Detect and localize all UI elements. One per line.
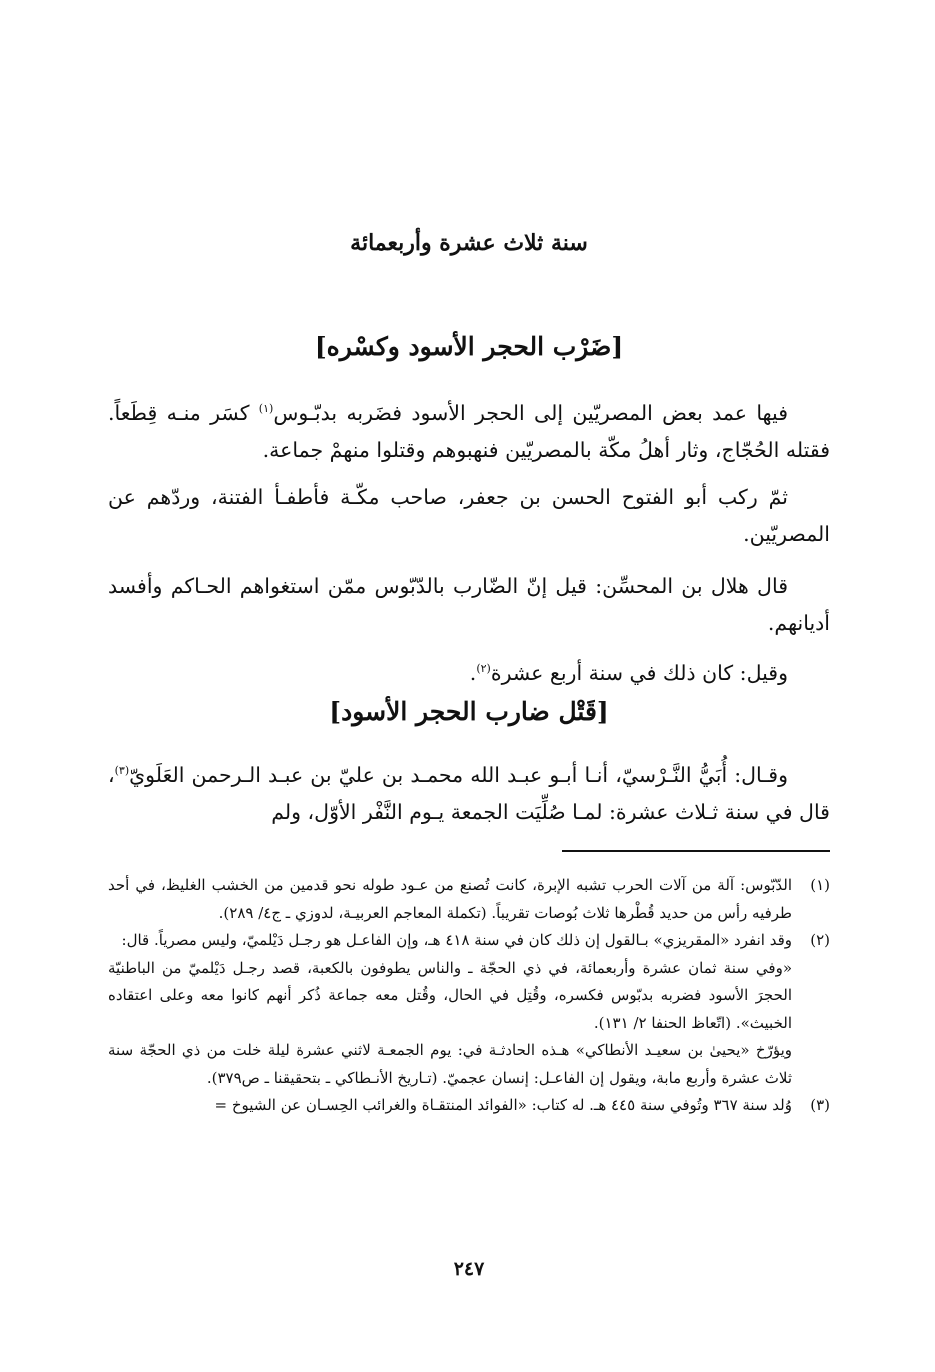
paragraph-text: وقـال: أُبَيُّ النَّـرْسيّ، أنـا أبـو عبـد الله محمـد بن عليّ بن عبـد الـرحمن العَلَويّ	[129, 762, 788, 787]
footnote-body	[108, 872, 792, 927]
paragraph-text: فيها عمد بعض المصريّين إلى الحجر الأسود فضَربه بدبّـوس	[273, 400, 788, 425]
footnote-text: ويؤرّخ «يحيىٰ بن سعيـد الأنطاكي» هـذه الحادثـة في: يوم الجمعـة لاثني عشرة ليلة خلت من ذي الحجّة سنة ثلاث عشرة وأربع مابة، ويقول إن الفاعـل: إنسان عجميّ. (تـاريخ الأنـطاكي ـ بتحقيقنا ـ ص٣٧٩).	[108, 1041, 792, 1087]
footnote-number: (١)	[810, 876, 830, 894]
paragraph-text-continued: ، قال في سنة ثـلاث عشرة: لمـا صُلِّيَت الجمعة يـوم النَّفْر الأوّل، ولم	[108, 762, 830, 824]
paragraph-text: ثمّ ركب أبو الفتوح الحسن بن جعفر، صاحب مكّـة فأطفـأ الفتنة، وردّهم عن المصريّين.	[108, 485, 830, 546]
paragraph-text-continued: كسَر منـه قِطَعاً. فقتله الحُجّاج، وثار أهلُ مكّة بالمصريّين فنهبوهم وقتلوا منهمْ جماعة.	[108, 400, 830, 462]
year-title: سنة ثلاث عشرة وأربعمائة	[350, 230, 588, 256]
paragraph-text: قال هلال بن المحسِّن: قيل إنّ الضّارب بالدّبّوس ممّن استغواهم الحـاكم وأفسد أديانهم.	[108, 574, 830, 635]
book-page	[108, 0, 830, 1372]
section-title-striker-killed: [قَتْل ضارب الحجر الأسود]	[329, 697, 609, 726]
footnote-ref: (٣)	[114, 764, 130, 777]
footnote-divider	[562, 850, 830, 852]
footnote-number: (٣)	[810, 1096, 830, 1114]
paragraph	[108, 752, 830, 831]
paragraph-text-continued: .	[469, 660, 477, 685]
footnote-text: وُلد سنة ٣٦٧ وتُوفي سنة ٤٤٥ هـ. له كتاب: «الفوائد المنتقـاة والغرائب الحِسـان عن الشيوخ =	[214, 1096, 792, 1114]
paragraph	[108, 650, 830, 692]
paragraph-text: وقيل: كان ذلك في سنة أربع عشرة	[490, 660, 788, 685]
paragraph	[108, 390, 830, 469]
footnote-ref: (١)	[258, 402, 274, 415]
footnote-quote: «وفي سنة ثمان عشرة وأربعمائة، في ذي الحجّة ـ والناس يطوفون بالكعبة، قصد رجـل دَيْلميّ من الباطنيّة الحجرَ الأسود فضربه بدبّوس فكسره، وقُتِل في الحال، وقُتل معه جماعة ذُكر أنهم كانوا معه وعلى اعتقاده الخبيث». (اتّعاظ الحنفا ٢/ ١٣١).	[108, 958, 792, 1032]
footnote-number: (٢)	[810, 931, 830, 949]
footnote	[108, 872, 830, 927]
footnote-body	[108, 1092, 792, 1120]
page-number: ٢٤٧	[453, 1258, 485, 1280]
footnote-ref: (٢)	[476, 662, 491, 675]
footnote-text: الدّبّوس: آلة من آلات الحرب تشبه الإبرة، كانت تُصنع من عـود طوله نحو قدمين من الخشب الغليظ، في أحد طرفيه رأس من حديد قُطْرها ثلاث بُوصات تقريباً. (تكملة المعاجم العربيـة، لدوزي ـ ج٤/ ٢٨٩).	[108, 876, 792, 922]
paragraph	[108, 479, 830, 553]
paragraph	[108, 568, 830, 642]
footnote	[108, 1092, 830, 1120]
footnote-body	[108, 927, 792, 1092]
section-title-black-stone-struck: [ضَرْب الحجر الأسود وكسْره]	[314, 332, 624, 361]
footnote-text: وقد انفرد «المقريزي» بـالقول إن ذلك كان في سنة ٤١٨ هـ، وإن الفاعـل هو رجـل دَيْلميّ، وليس مصرياً. قال:	[121, 931, 792, 949]
footnotes	[108, 872, 830, 1120]
footnote	[108, 927, 830, 1092]
